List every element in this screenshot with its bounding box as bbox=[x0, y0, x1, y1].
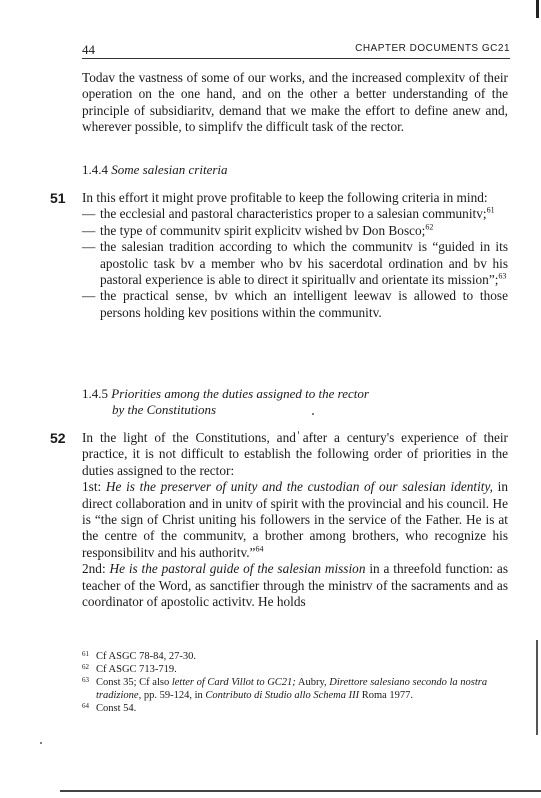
footnote bbox=[82, 702, 508, 715]
running-head: CHAPTER DOCUMENTS GC21 bbox=[355, 43, 510, 54]
footnote-mark: 61 bbox=[82, 650, 89, 658]
priority-first bbox=[82, 479, 508, 561]
section-title-continued: by the Constitutions bbox=[112, 402, 216, 418]
footnote-ref: 62 bbox=[425, 222, 434, 232]
priority-label: 1st: bbox=[82, 479, 102, 495]
footnote-text: Roma 1977. bbox=[359, 690, 414, 701]
footnote bbox=[82, 676, 508, 702]
priority-second bbox=[82, 561, 508, 610]
dash-mark: — bbox=[82, 288, 96, 304]
priority-label: 2nd: bbox=[82, 561, 106, 577]
section-number: 1.4.5 bbox=[82, 386, 108, 401]
section-heading bbox=[82, 162, 508, 178]
footnote-text: Cf ASGC 713-719. bbox=[96, 664, 177, 675]
footnote-text: Cf ASGC 78-84, 27-30. bbox=[96, 651, 197, 662]
footnote-mark: 63 bbox=[82, 676, 89, 684]
page-header bbox=[82, 42, 510, 58]
section-144-body bbox=[82, 190, 508, 321]
margin-paragraph-number: 51 bbox=[50, 190, 66, 206]
criteria-text: the ecclesial and pastoral characteristics proper to a salesian communitv; bbox=[100, 206, 487, 222]
intro-block bbox=[82, 70, 508, 136]
page-edge-mark bbox=[536, 0, 539, 18]
page-edge-shadow bbox=[536, 640, 538, 735]
footnote-italic: Direttore salesiano secondo la nostra tradizione, bbox=[96, 677, 488, 701]
footnote-text: Aubry, bbox=[295, 677, 330, 688]
footnote-italic: letter of Card Villot to GC21; bbox=[171, 677, 296, 688]
criteria-text: the practical sense, bv which an intelligent leewav is allowed to those persons holding kev positions within the communitv. bbox=[100, 288, 508, 320]
footnote-ref: 61 bbox=[486, 205, 495, 215]
criteria-item bbox=[82, 239, 508, 288]
footnote-text: pp. 59-124, in bbox=[141, 690, 206, 701]
print-speck bbox=[312, 413, 314, 415]
footnote-mark: 64 bbox=[82, 702, 89, 710]
footnote bbox=[82, 650, 508, 663]
section-145-heading-block bbox=[82, 386, 508, 419]
footnote-text: Const 54. bbox=[96, 703, 137, 714]
section-heading bbox=[82, 386, 508, 402]
footnote-italic: Contributo di Studio allo Schema III bbox=[205, 690, 360, 701]
section-title: Priorities among the duties assigned to the rector bbox=[111, 386, 369, 401]
page-number: 44 bbox=[82, 42, 95, 57]
footnotes bbox=[82, 650, 508, 715]
section-145-body bbox=[82, 430, 508, 610]
footnote bbox=[82, 663, 508, 676]
margin-paragraph-number: 52 bbox=[50, 430, 66, 446]
criteria-text: the type of communitv spirit explicitv wished bv Don Bosco; bbox=[100, 222, 426, 238]
dash-mark: — bbox=[82, 206, 96, 222]
print-speck bbox=[40, 742, 42, 744]
footnote-text: Const 35; Cf also bbox=[96, 677, 172, 688]
priority-emphasis: He is the pastoral guide of the salesian mission bbox=[109, 561, 366, 577]
header-rule bbox=[82, 58, 510, 59]
footnote-mark: 62 bbox=[82, 663, 89, 671]
priority-emphasis: He is the preserver of unity and the custodian of our salesian identity, bbox=[105, 479, 493, 495]
section-lead: In this effort it might prove profitable to keep the following criteria in mind: bbox=[82, 190, 488, 205]
section-lead: In the light of the Constitutions, and after a century's experience of their practice, it is not difficult to establish the following order of priorities in the duties assigned to the rector: bbox=[82, 430, 508, 478]
criteria-item bbox=[82, 288, 508, 321]
criteria-text: the salesian tradition according to which the communitv is “guided in its apostolic task bv a member who bv his sacerdotal ordination and bv his pastoral experience is able to direct it spirituallv and orientate its mission”; bbox=[100, 239, 508, 288]
dash-mark: — bbox=[82, 239, 96, 255]
criteria-list bbox=[82, 206, 508, 321]
section-number: 1.4.4 bbox=[82, 162, 108, 177]
section-144-heading-block bbox=[82, 162, 508, 178]
section-title: Some salesian criteria bbox=[111, 162, 228, 177]
page-bottom-edge bbox=[60, 790, 541, 792]
footnote-ref: 63 bbox=[498, 271, 507, 281]
section-heading-line2 bbox=[82, 402, 508, 418]
intro-paragraph: Todav the vastness of some of our works, and the increased complexitv of their operation on the one hand, and on the other a better understanding of the principle of subsidiaritv, demand that we make the effort to define anew and, wherever possible, to simplifv the difficult task of the rector. bbox=[82, 70, 508, 135]
priority-text: in direct collaboration and in unitv of spirit with the provincial and his council. He is “the sign of Christ uniting his followers in the service of the Father. He is at the centre of the communitv, a brother among brothers, who recognize his responsibilitv and his authoritv.” bbox=[82, 479, 509, 560]
priority-text: in a threefold function: as teacher of the Word, as sanctifier through the ministrv of the sacraments and as coordinator of apostolic activitv. He holds bbox=[82, 561, 508, 610]
footnote-ref: 64 bbox=[255, 544, 264, 554]
criteria-item bbox=[82, 223, 508, 239]
criteria-item bbox=[82, 206, 508, 222]
dash-mark: — bbox=[82, 222, 96, 238]
